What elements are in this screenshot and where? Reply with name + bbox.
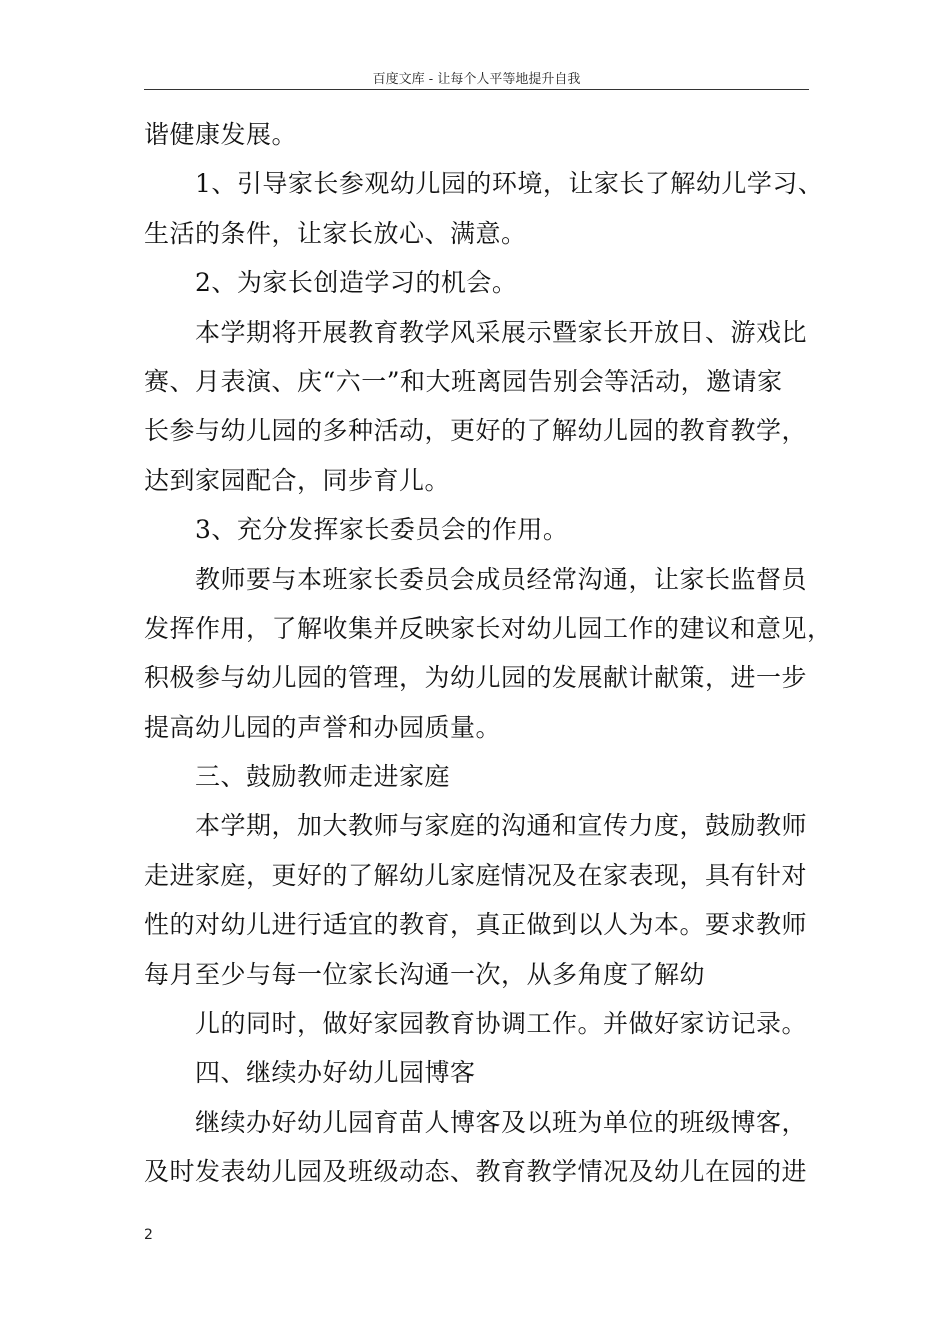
text-line: 1、引导家长参观幼儿园的环境，让家长了解幼儿学习、: [195, 169, 824, 199]
text-line: 及时发表幼儿园及班级动态、教育教学情况及幼儿在园的进: [144, 1157, 808, 1187]
text-line: 赛、月表演、庆“六一”和大班离园告别会等活动，邀请家: [144, 366, 783, 396]
text-line: 走进家庭，更好的了解幼儿家庭情况及在家表现，具有针对: [144, 860, 808, 890]
page-number: 2: [144, 1227, 153, 1243]
text-line: 长参与幼儿园的多种活动，更好的了解幼儿园的教育教学，: [144, 416, 808, 446]
text-line: 积极参与幼儿园的管理，为幼儿园的发展献计献策，进一步: [144, 663, 808, 693]
document-body: [144, 110, 833, 1197]
text-line: 本学期将开展教育教学风采展示暨家长开放日、游戏比: [195, 317, 808, 347]
text-line: 教师要与本班家长委员会成员经常沟通，让家长监督员: [195, 564, 808, 594]
page-header: 百度文库 - 让每个人平等地提升自我: [372, 72, 581, 87]
text-line: 提高幼儿园的声誉和办园质量。: [144, 712, 502, 742]
text-line: 性的对幼儿进行适宜的教育，真正做到以人为本。要求教师: [144, 910, 808, 940]
header-divider: [144, 89, 809, 90]
text-line: 达到家园配合，同步育儿。: [144, 465, 451, 495]
text-line: 生活的条件，让家长放心、满意。: [144, 218, 527, 248]
text-line: 2、为家长创造学习的机会。: [195, 268, 518, 298]
section-heading: 四、继续办好幼儿园博客: [195, 1058, 476, 1088]
text-line: 儿的同时，做好家园教育协调工作。并做好家访记录。: [195, 1009, 808, 1039]
text-line: 继续办好幼儿园育苗人博客及以班为单位的班级博客，: [195, 1107, 808, 1137]
section-heading: 三、鼓励教师走进家庭: [195, 762, 451, 792]
text-line: 每月至少与每一位家长沟通一次，从多角度了解幼: [144, 959, 706, 989]
text-line: 发挥作用，了解收集并反映家长对幼儿园工作的建议和意见，: [144, 613, 833, 643]
text-line: 3、充分发挥家长委员会的作用。: [195, 515, 569, 545]
text-line: 谐健康发展。: [144, 120, 298, 149]
text-line: 本学期，加大教师与家庭的沟通和宣传力度，鼓励教师: [195, 811, 808, 841]
